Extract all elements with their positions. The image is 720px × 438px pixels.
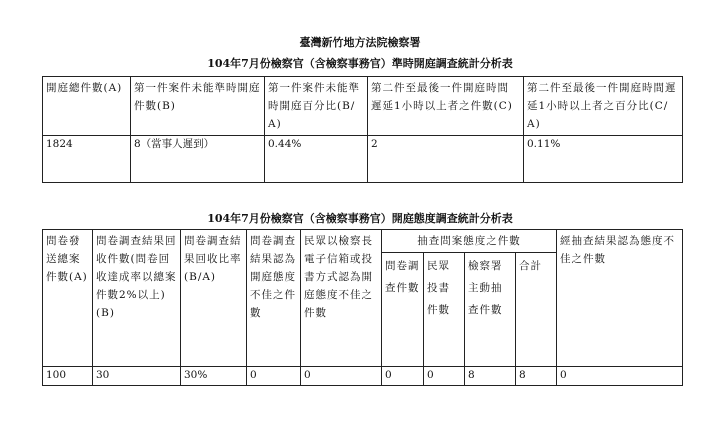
- table1-cell: 0.44%: [265, 136, 368, 183]
- table2-cell: 0: [424, 367, 465, 386]
- table1-header-row: [43, 77, 683, 136]
- table1-cell: 0.11%: [524, 136, 683, 183]
- table1-cell: 1824: [43, 136, 131, 183]
- table-row: [43, 136, 683, 183]
- table2-header-cell: 問卷調查結果回收比率(B/A): [181, 230, 247, 367]
- table2-cell: 0: [557, 367, 683, 386]
- table2-subheader-cell: 檢察署主動抽查件數: [465, 253, 516, 367]
- table2-cell: 0: [247, 367, 301, 386]
- table2-cell: 100: [43, 367, 93, 386]
- table2-cell: 8: [465, 367, 516, 386]
- table2-subheader-cell: 合計: [516, 253, 557, 367]
- table1-header-cell: 第二件至最後一件開庭時間遲延1小時以上者之件數(C): [368, 77, 524, 136]
- table2-cell: 0: [301, 367, 382, 386]
- table1-header-cell: 第二件至最後一件開庭時間遲延1小時以上者之百分比(C/A): [524, 77, 683, 136]
- table2-cell: 30%: [181, 367, 247, 386]
- table2-header-cell: 問卷發送總案件數(A): [43, 230, 93, 367]
- table-row: [43, 367, 683, 386]
- table1-cell: 8（當事人遲到）: [131, 136, 265, 183]
- table2-subheader-cell: 問卷調查件數: [382, 253, 424, 367]
- attitude-table: [42, 229, 683, 386]
- table2-header-row: [43, 230, 683, 253]
- punctuality-table: [42, 76, 683, 183]
- table2-group-header: 抽查問案態度之件數: [382, 230, 557, 253]
- table2-title: 104年7月份檢察官（含檢察事務官）開庭態度調查統計分析表: [207, 212, 513, 225]
- table2-cell: 8: [516, 367, 557, 386]
- table1-title: 104年7月份檢察官（含檢察事務官）準時開庭調查統計分析表: [207, 57, 513, 70]
- agency-title: 臺灣新竹地方法院檢察署: [299, 36, 421, 49]
- table1-header-cell: 開庭總件數(A): [43, 77, 131, 136]
- table2-cell: 30: [93, 367, 181, 386]
- table2-header-cell: 經抽查結果認為態度不佳之件數: [557, 230, 683, 367]
- table1-header-cell: 第一件案件未能準時開庭百分比(B/A): [265, 77, 368, 136]
- table1-header-cell: 第一件案件未能準時開庭件數(B): [131, 77, 265, 136]
- table2-subheader-cell: 民眾投書件數: [424, 253, 465, 367]
- table2-header-cell: 問卷調查結果認為開庭態度不佳之件數: [247, 230, 301, 367]
- table2-cell: 0: [382, 367, 424, 386]
- table1-cell: 2: [368, 136, 524, 183]
- table2-header-cell: 問卷調查結果回收件數(問卷回收達成率以總案件數2%以上)(B): [93, 230, 181, 367]
- table2-header-cell: 民眾以檢察長電子信箱或投書方式認為開庭態度不佳之件數: [301, 230, 382, 367]
